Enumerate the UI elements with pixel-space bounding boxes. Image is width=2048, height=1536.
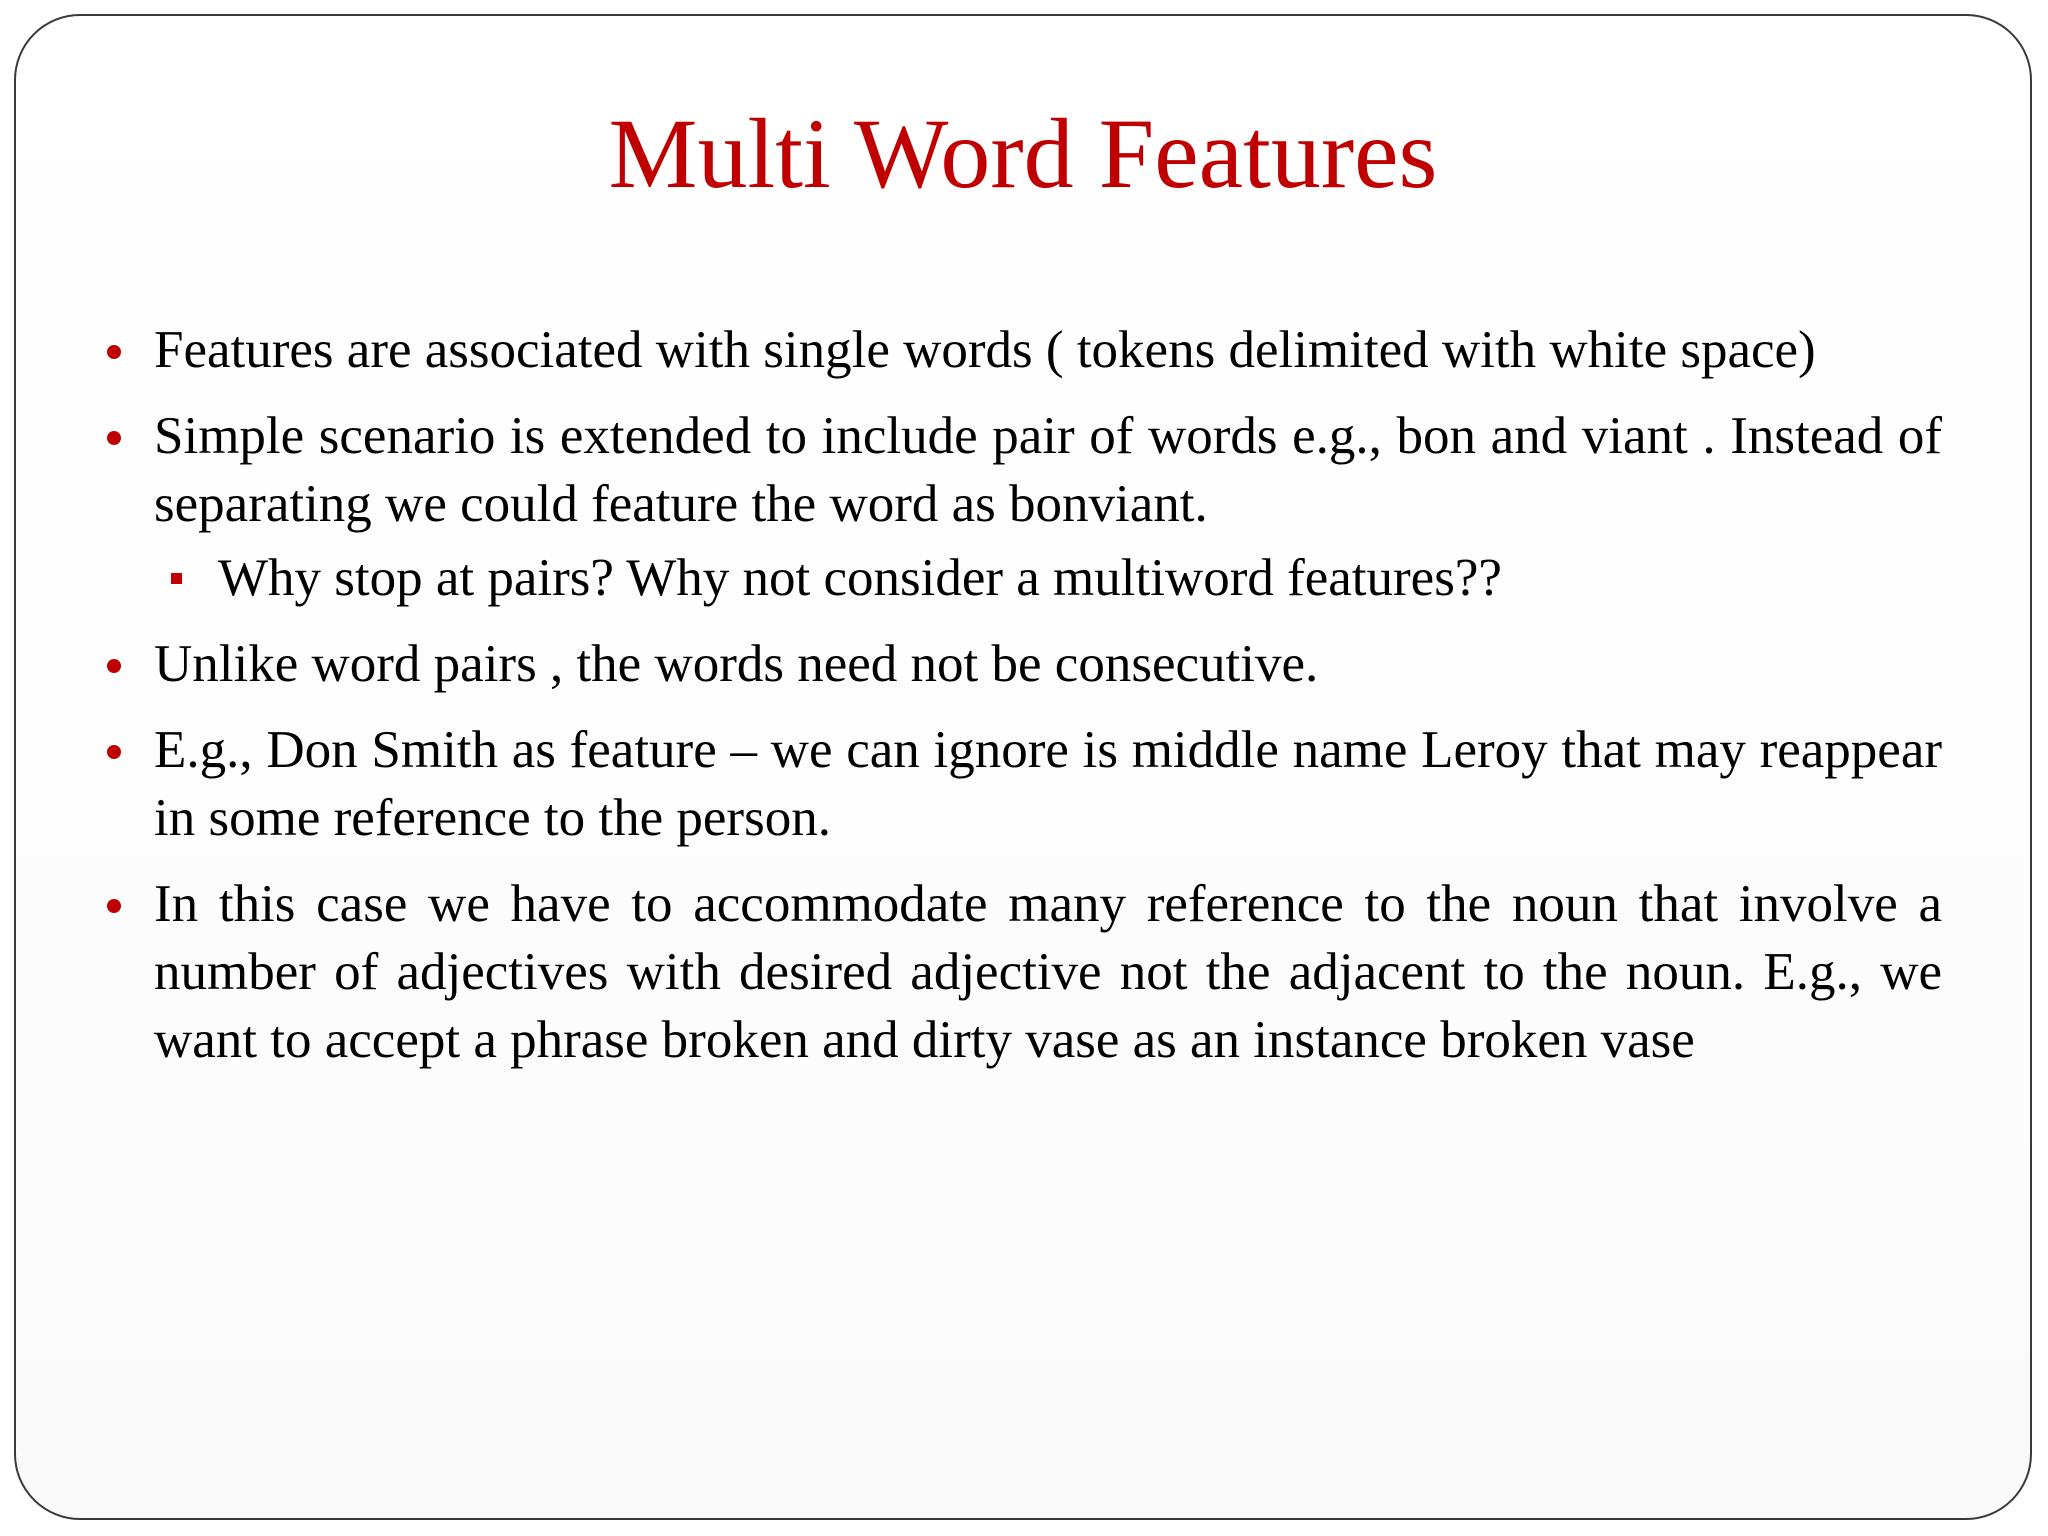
bullet-dot-icon	[107, 745, 121, 759]
bullet-item	[154, 630, 1942, 698]
bullet-list	[154, 316, 1942, 1092]
bullet-dot-icon	[107, 431, 121, 445]
sub-bullet-text: Why stop at pairs? Why not consider a multiword features??	[218, 549, 1502, 607]
bullet-square-icon	[171, 573, 182, 584]
bullet-dot-icon	[107, 659, 121, 673]
bullet-dot-icon	[107, 345, 121, 359]
bullet-text: Features are associated with single words ( tokens delimited with white space)	[154, 321, 1816, 379]
bullet-item	[154, 402, 1942, 538]
bullet-text: Unlike word pairs , the words need not be consecutive.	[154, 635, 1319, 693]
bullet-item	[154, 716, 1942, 852]
bullet-item	[154, 316, 1942, 384]
bullet-text: E.g., Don Smith as feature – we can ignore is middle name Leroy that may reappear in some reference to the person.	[154, 721, 1942, 847]
bullet-item	[154, 870, 1942, 1074]
bullet-dot-icon	[107, 899, 121, 913]
bullet-text: In this case we have to accommodate many reference to the noun that involve a number of adjectives with desired adjective not the adjacent to the noun. E.g., we want to accept a phrase broken and dirty vase as an instance broken vase	[154, 875, 1942, 1069]
bullet-text: Simple scenario is extended to include pair of words e.g., bon and viant . Instead of separating we could feature the word as bonviant.	[154, 407, 1942, 533]
slide	[14, 14, 2032, 1520]
sub-bullet-item	[218, 544, 1942, 612]
slide-title: Multi Word Features	[608, 98, 1438, 209]
